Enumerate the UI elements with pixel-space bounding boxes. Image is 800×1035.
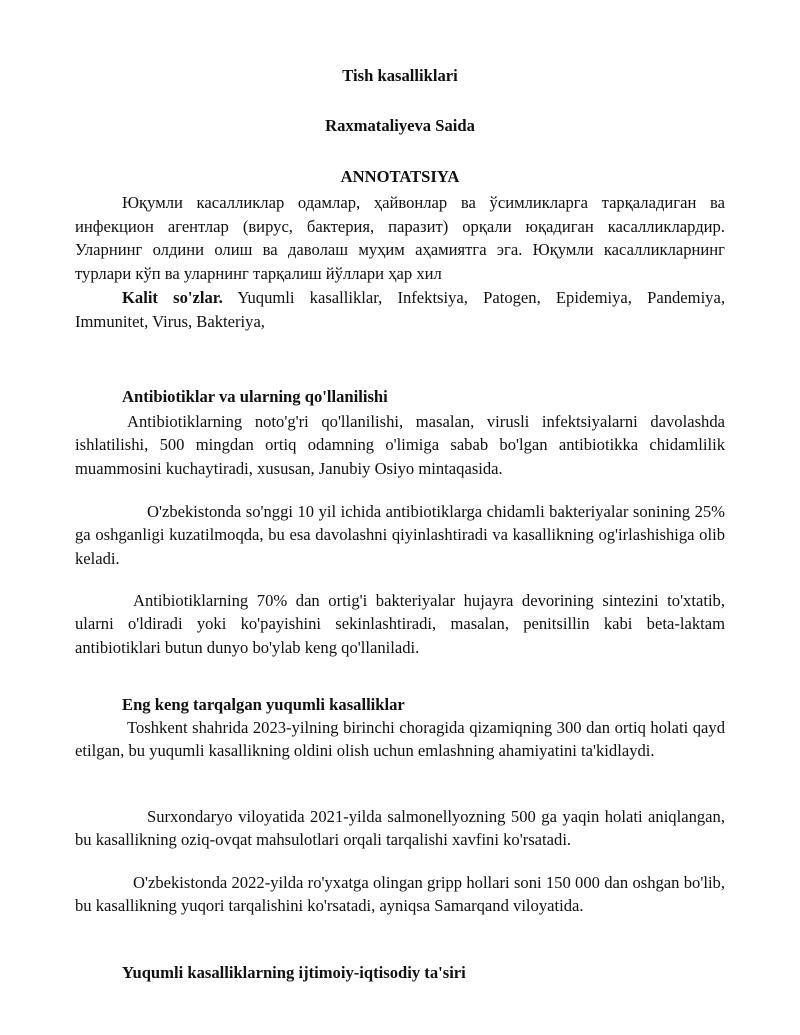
annotation-heading: ANNOTATSIYA xyxy=(340,167,460,186)
document-page xyxy=(75,0,725,1035)
keywords-paragraph xyxy=(75,286,725,333)
section-heading-socioeconomic: Yuqumli kasalliklarning ijtimoiy-iqtisodiy ta'siri xyxy=(122,963,466,982)
document-title: Tish kasalliklari xyxy=(342,66,458,85)
infectious-paragraph-3: O'zbekistonda 2022-yilda ro'yxatga olingan gripp hollari soni 150 000 dan oshgan bo'lib, bu kasallikning yuqori tarqalishini ko'rsatadi, ayniqsa Samarqand viloyatida. xyxy=(75,873,725,916)
antibiotics-paragraph-3: Antibiotiklarning 70% dan ortig'i bakteriyalar hujayra devorining sintezini to'xtatib, ularni o'ldiradi yoki ko'payishini sekinlashtiradi, masalan, penitsillin kabi beta-laktam antibiotiklari butun dunyo bo'ylab keng qo'llaniladi. xyxy=(75,591,725,657)
infectious-paragraph-1: Toshkent shahrida 2023-yilning birinchi choragida qizamiqning 300 dan ortiq holati qayd etilgan, bu yuqumli kasallikning oldini olish uchun emlashning ahamiyatini ta'kidlaydi. xyxy=(75,718,725,761)
keywords-label: Kalit so'zlar. xyxy=(122,288,223,307)
section-heading-antibiotics: Antibiotiklar va ularning qo'llanilishi xyxy=(122,387,388,406)
section-heading-infectious: Eng keng tarqalgan yuqumli kasalliklar xyxy=(122,695,405,714)
author-name: Raxmataliyeva Saida xyxy=(325,116,475,135)
keywords-text: Yuqumli kasalliklar, Infektsiya, Patogen, Epidemiya, Pandemiya, Immunitet, Virus, Bakteriya, xyxy=(75,288,725,331)
antibiotics-paragraph-1: Antibiotiklarning noto'g'ri qo'llanilishi, masalan, virusli infektsiyalarni davolashda ishlatilishi, 500 mingdan ortiq odamning o'limiga sabab bo'lgan antibiotikka chidamlilik muammosini kuchaytiradi, xususan, Janubiy Osiyo mintaqasida. xyxy=(75,412,725,478)
annotation-text: Юқумли касалликлар одамлар, ҳайвонлар ва ўсимликларга тарқаладиган ва инфекцион агентлар (вирус, бактерия, паразит) орқали юқадиган касалликлардир. Уларнинг олдини олиш ва даволаш муҳим аҳамиятга эга. Юқумли касалликларнинг турлари кўп ва уларнинг тарқалиш йўллари ҳар хил xyxy=(75,193,725,284)
infectious-paragraph-2: Surxondaryo viloyatida 2021-yilda salmonellyozning 500 ga yaqin holati aniqlangan, bu kasallikning oziq-ovqat mahsulotlari orqali tarqalishi xavfini ko'rsatadi. xyxy=(75,807,725,850)
antibiotics-paragraph-2: O'zbekistonda so'nggi 10 yil ichida antibiotiklarga chidamli bakteriyalar sonining 25% ga oshganligi kuzatilmoqda, bu esa davolashni qiyinlashtiradi va kasallikning og'irlashishiga olib keladi. xyxy=(75,502,725,568)
